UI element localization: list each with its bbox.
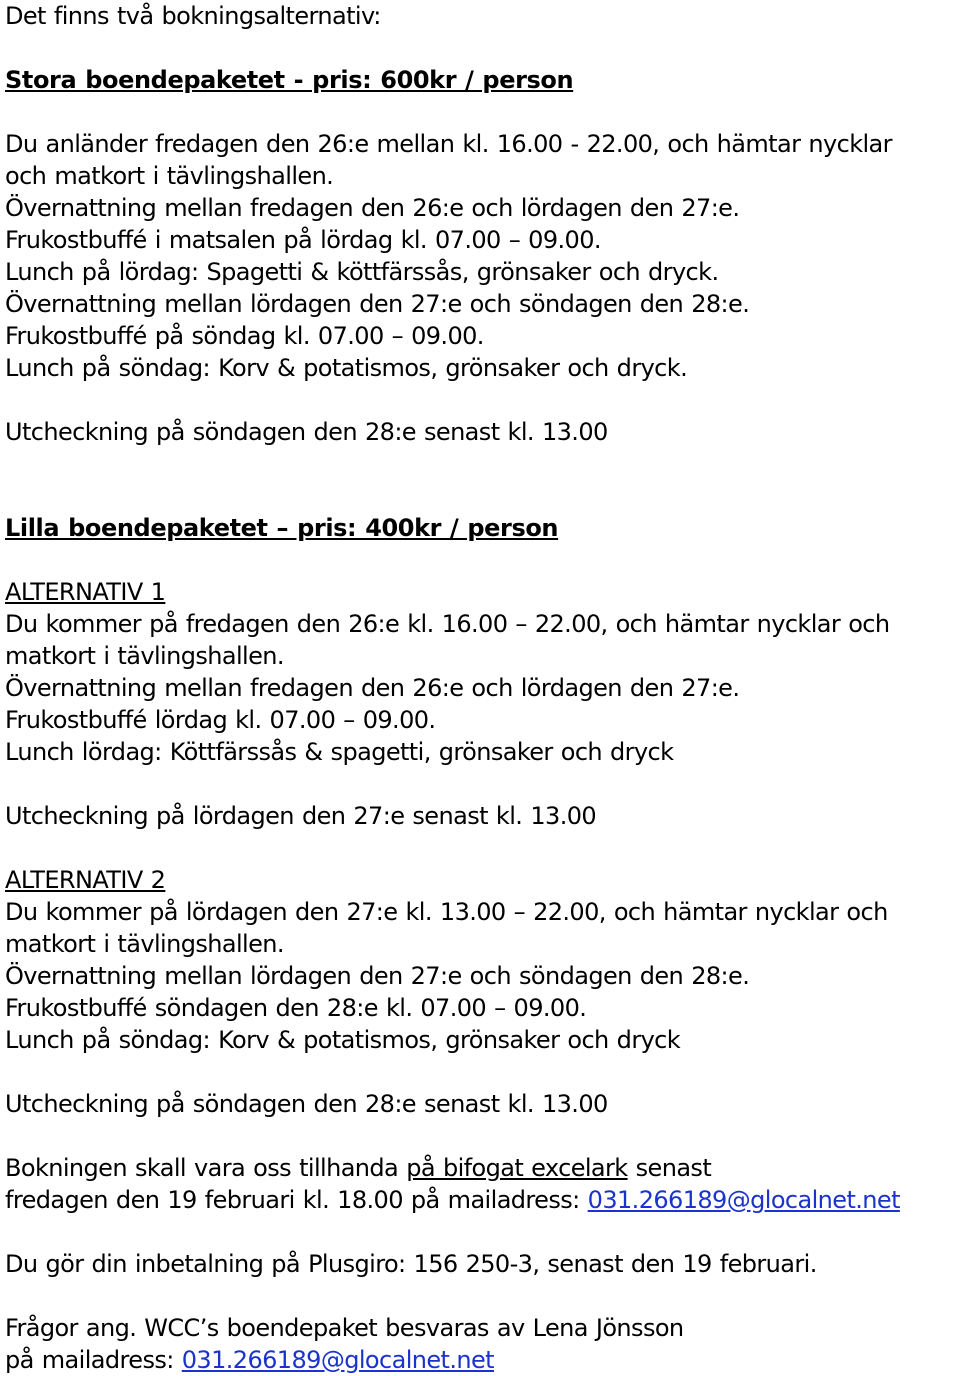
large-line: Du anländer fredagen den 26:e mellan kl. 16.00 - 22.00, och hämtar nycklar: [5, 130, 892, 158]
large-line: Övernattning mellan fredagen den 26:e och lördagen den 27:e.: [5, 194, 740, 222]
alt2-line: Lunch på söndag: Korv & potatismos, grönsaker och dryck: [5, 1026, 681, 1054]
questions-email-prefix: på mailadress:: [5, 1346, 182, 1374]
large-line: Frukostbuffé i matsalen på lördag kl. 07.00 – 09.00.: [5, 226, 601, 254]
large-checkout: Utcheckning på söndagen den 28:e senast kl. 13.00: [5, 418, 608, 446]
questions-email-line: [5, 1344, 955, 1376]
alt1-line: Du kommer på fredagen den 26:e kl. 16.00 – 22.00, och hämtar nycklar och: [5, 610, 890, 638]
questions-text: Frågor ang. WCC’s boendepaket besvaras av Lena Jönsson: [5, 1314, 684, 1342]
alt2-line: Du kommer på lördagen den 27:e kl. 13.00 – 22.00, och hämtar nycklar och: [5, 898, 888, 926]
alt1-line: matkort i tävlingshallen.: [5, 642, 284, 670]
booking-email-link[interactable]: 031.266189@glocalnet.net: [587, 1186, 900, 1214]
document: [5, 0, 955, 1376]
large-line: Lunch på söndag: Korv & potatismos, grönsaker och dryck.: [5, 354, 688, 382]
alt1-checkout: Utcheckning på lördagen den 27:e senast kl. 13.00: [5, 802, 597, 830]
alt2-line: matkort i tävlingshallen.: [5, 930, 284, 958]
large-line: Övernattning mellan lördagen den 27:e och söndagen den 28:e.: [5, 290, 750, 318]
alternative-2-label: ALTERNATIV 2: [5, 866, 166, 894]
booking-line-1: [5, 1152, 955, 1184]
small-package-heading: Lilla boendepaketet – pris: 400kr / person: [5, 514, 559, 542]
intro-text: Det finns två bokningsalternativ:: [5, 2, 381, 30]
questions-email-link[interactable]: 031.266189@glocalnet.net: [181, 1346, 494, 1374]
large-line: Frukostbuffé på söndag kl. 07.00 – 09.00.: [5, 322, 484, 350]
large-package-heading: Stora boendepaketet - pris: 600kr / person: [5, 66, 574, 94]
alt1-line: Övernattning mellan fredagen den 26:e och lördagen den 27:e.: [5, 674, 740, 702]
booking-deadline-text: fredagen den 19 februari kl. 18.00 på mailadress:: [5, 1186, 588, 1214]
alt1-line: Lunch lördag: Köttfärssås & spagetti, grönsaker och dryck: [5, 738, 674, 766]
large-line: Lunch på lördag: Spagetti & köttfärssås, grönsaker och dryck.: [5, 258, 719, 286]
alt2-line: Övernattning mellan lördagen den 27:e och söndagen den 28:e.: [5, 962, 750, 990]
booking-line-2: [5, 1184, 955, 1216]
booking-text: senast: [627, 1154, 712, 1182]
alternative-1-label: ALTERNATIV 1: [5, 578, 166, 606]
payment-text: Du gör din inbetalning på Plusgiro: 156 250-3, senast den 19 februari.: [5, 1250, 817, 1278]
large-line: och matkort i tävlingshallen.: [5, 162, 334, 190]
alt2-line: Frukostbuffé söndagen den 28:e kl. 07.00 – 09.00.: [5, 994, 587, 1022]
alt1-line: Frukostbuffé lördag kl. 07.00 – 09.00.: [5, 706, 436, 734]
booking-text: Bokningen skall vara oss tillhanda: [5, 1154, 407, 1182]
excel-attachment-link[interactable]: på bifogat excelark: [406, 1154, 628, 1182]
alt2-checkout: Utcheckning på söndagen den 28:e senast kl. 13.00: [5, 1090, 608, 1118]
